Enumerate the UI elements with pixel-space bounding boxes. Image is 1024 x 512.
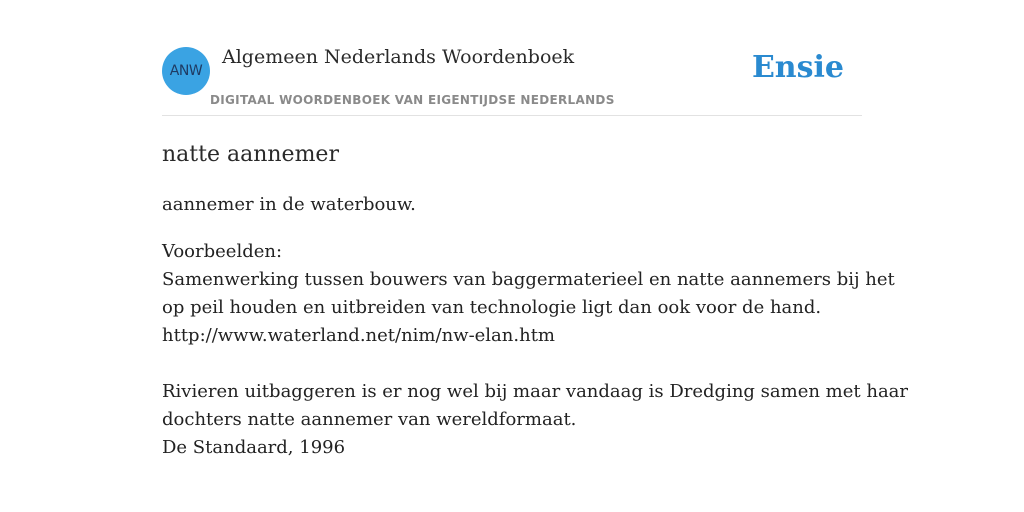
ensie-brand-link[interactable]: Ensie bbox=[751, 50, 844, 85]
headword: natte aannemer bbox=[162, 142, 339, 167]
entry-content bbox=[162, 140, 909, 462]
example-text-line: Samenwerking tussen bouwers van baggermaterieel en natte aannemers bij het bbox=[162, 269, 895, 290]
header bbox=[162, 0, 862, 116]
example-text-line: dochters natte aannemer van wereldformaat. bbox=[162, 409, 577, 430]
example-text-line: Rivieren uitbaggeren is er nog wel bij maar vandaag is Dredging samen met haar bbox=[162, 381, 909, 402]
examples bbox=[162, 238, 909, 462]
example-text-line: op peil houden en uitbreiden van technologie ligt dan ook voor de hand. bbox=[162, 297, 822, 318]
logo-text: ANW bbox=[169, 63, 203, 79]
example-item bbox=[162, 266, 895, 350]
example-item bbox=[162, 378, 909, 462]
definition: aannemer in de waterbouw. bbox=[162, 194, 416, 215]
example-source: De Standaard, 1996 bbox=[162, 437, 346, 458]
site-title[interactable]: Algemeen Nederlands Woordenboek bbox=[222, 46, 575, 68]
example-source: http://www.waterland.net/nim/nw-elan.htm bbox=[162, 325, 555, 346]
site-subtitle: DIGITAAL WOORDENBOEK VAN EIGENTIJDSE NEDERLANDS bbox=[210, 93, 615, 107]
examples-label: Voorbeelden: bbox=[162, 241, 283, 262]
anw-logo[interactable] bbox=[162, 47, 210, 95]
